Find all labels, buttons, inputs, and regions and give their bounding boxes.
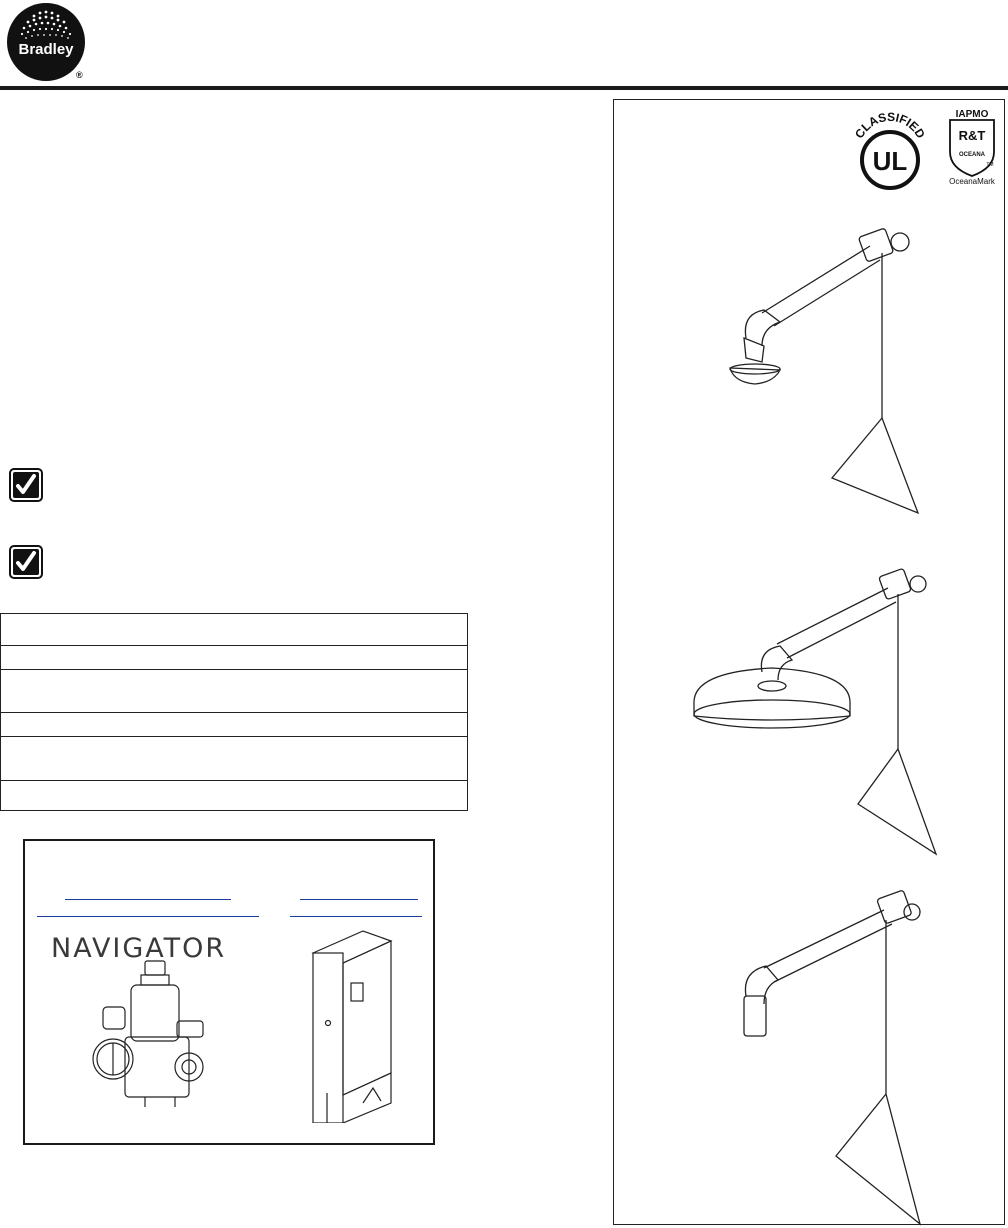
table-row-divider: [1, 736, 467, 737]
check-icon: [9, 468, 43, 502]
product-panel: [613, 99, 1005, 1225]
navigator-link-underline[interactable]: [65, 899, 231, 900]
drench-shower-image-3: [734, 886, 939, 1226]
heater-link-underline[interactable]: [300, 899, 418, 900]
svg-text:IAPMO: IAPMO: [955, 109, 989, 120]
svg-text:TM: TM: [986, 162, 994, 168]
svg-text:OCEANA: OCEANA: [958, 152, 986, 158]
table-row-divider: [1, 780, 467, 781]
navigator-logo: NAVIGATOR: [51, 933, 227, 964]
water-heater-image: [303, 923, 395, 1123]
table-row-divider: [1, 645, 467, 646]
registered-mark: ®: [76, 70, 83, 80]
svg-text:R&T: R&T: [958, 128, 986, 143]
drench-shower-image-2: [692, 564, 942, 864]
header-rule: [0, 86, 1008, 90]
table-row-divider: [1, 669, 467, 670]
navigator-link-underline[interactable]: [37, 916, 259, 917]
accessory-box: [23, 839, 435, 1145]
svg-text:OceanaMark: OceanaMark: [949, 177, 995, 184]
svg-text:CLASSIFIED: CLASSIFIED: [852, 110, 928, 141]
drench-shower-image-1: [722, 218, 937, 533]
bradley-logo: [6, 2, 86, 82]
brand-name: Bradley: [18, 41, 74, 58]
mixing-valve-image: [85, 959, 215, 1109]
table-row-divider: [1, 712, 467, 713]
iapmo-mark: [944, 106, 1000, 184]
check-icon: [9, 545, 43, 579]
ul-classified-mark: [849, 110, 931, 192]
ul-text: UL: [872, 146, 908, 176]
spec-table: [0, 613, 468, 811]
heater-link-underline[interactable]: [290, 916, 422, 917]
